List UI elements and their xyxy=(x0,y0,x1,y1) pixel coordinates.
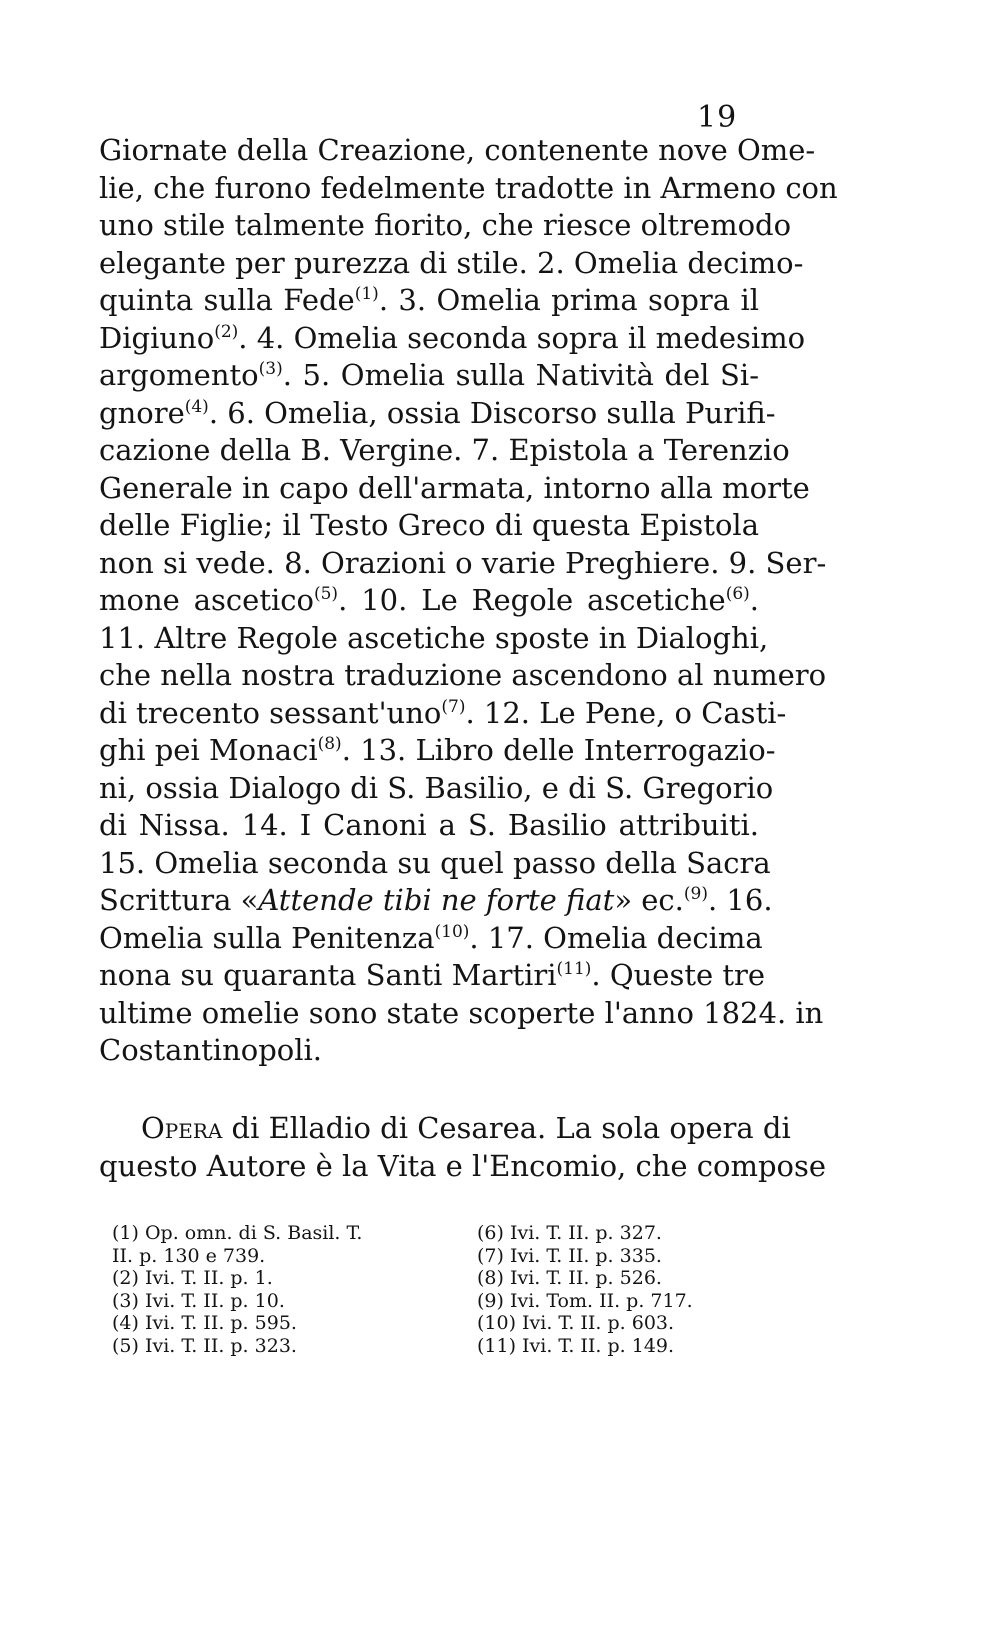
text-line xyxy=(99,432,790,470)
footnote-ref: (6) xyxy=(725,584,750,604)
text-segment: che nella nostra traduzione ascendono al numero xyxy=(99,658,827,692)
text-line xyxy=(99,845,771,883)
text-segment: ni, ossia Dialogo di S. Basilio, e di S. Gregorio xyxy=(99,770,774,805)
footnote-ref: (10) xyxy=(434,921,470,942)
page-number: 19 xyxy=(697,100,738,135)
text-line xyxy=(99,995,824,1033)
footnote-ref: (9) xyxy=(683,884,708,904)
text-segment: nona su quaranta Santi Martiri xyxy=(99,958,557,992)
text-segment: . 5. Omelia sulla Natività del Si- xyxy=(282,358,759,392)
text-line xyxy=(99,545,827,583)
footnote-ref: (8) xyxy=(317,734,342,754)
text-segment: . 17. Omelia decima xyxy=(469,920,763,955)
text-segment: . 3. Omelia prima sopra il xyxy=(378,283,759,317)
footnote-ref: (7) xyxy=(441,696,466,717)
text-line xyxy=(99,132,816,170)
text-segment: Scrittura « xyxy=(99,883,259,917)
paragraph-2-line-1 xyxy=(99,1108,791,1146)
paragraph-2-line-1-text: di Elladio di Cesarea. La sola opera di xyxy=(222,1111,791,1145)
text-segment: . 13. Libro delle Interrogazio- xyxy=(341,733,776,767)
text-segment: Giornate della Creazione, contenente nove Ome- xyxy=(99,133,816,167)
text-line xyxy=(99,282,759,320)
text-segment: di Nissa. 14. I Canoni a S. Basilio attribuiti. xyxy=(99,808,759,842)
footnote-line: (11) Ivi. T. II. p. 149. xyxy=(477,1334,675,1357)
text-segment: » ec. xyxy=(614,883,684,917)
footnote-ref: (2) xyxy=(214,321,239,342)
text-segment: Omelia sulla Penitenza xyxy=(99,920,435,955)
footnote-line: (8) Ivi. T. II. p. 526. xyxy=(477,1267,662,1289)
footnote-line: (4) Ivi. T. II. p. 595. xyxy=(112,1312,297,1334)
footnotes-left-column xyxy=(112,1222,442,1357)
text-segment: . xyxy=(749,583,759,617)
text-segment: non si vede. 8. Orazioni o varie Preghiere. 9. Ser- xyxy=(99,545,827,580)
text-line xyxy=(99,207,792,245)
footnote-line: (9) Ivi. Tom. II. p. 717. xyxy=(477,1289,693,1312)
text-segment: di trecento sessant'uno xyxy=(99,695,442,730)
text-segment: lie, che furono fedelmente tradotte in Armeno con xyxy=(99,170,838,205)
text-segment: elegante per purezza di stile. 2. Omelia decimo- xyxy=(99,245,804,280)
text-segment: . 16. xyxy=(708,883,773,917)
text-segment: . 6. Omelia, ossia Discorso sulla Purifi- xyxy=(208,395,776,430)
latin-quote: Attende tibi ne forte fiat xyxy=(258,883,615,917)
footnote-line: (7) Ivi. T. II. p. 335. xyxy=(477,1244,662,1267)
text-line xyxy=(99,807,759,845)
footnote-line: (6) Ivi. T. II. p. 327. xyxy=(477,1222,662,1244)
text-segment: argomento xyxy=(99,358,259,392)
text-line xyxy=(99,507,759,545)
footnote-ref: (11) xyxy=(556,959,592,979)
text-segment: ghi pei Monaci xyxy=(99,733,318,767)
text-line xyxy=(99,582,759,620)
text-segment: delle Figlie; il Testo Greco di questa Epistola xyxy=(99,508,759,542)
section-heading-opera: Opera xyxy=(141,1111,223,1145)
text-segment: mone ascetico xyxy=(99,583,314,617)
footnote-ref: (4) xyxy=(184,396,209,417)
text-line xyxy=(99,245,804,283)
text-line xyxy=(99,395,776,433)
text-segment: quinta sulla Fede xyxy=(99,283,355,317)
text-segment: gnore xyxy=(99,395,185,430)
text-line xyxy=(99,657,827,695)
text-segment: 15. Omelia seconda su quel passo della Sacra xyxy=(99,845,771,880)
text-line xyxy=(99,770,774,808)
footnote-ref: (3) xyxy=(258,359,283,379)
text-line xyxy=(99,882,773,920)
text-segment: . 12. Le Pene, o Casti- xyxy=(465,695,787,730)
text-line xyxy=(99,1032,759,1070)
footnote-line: (10) Ivi. T. II. p. 603. xyxy=(477,1312,675,1334)
text-segment: uno stile talmente fiorito, che riesce oltremodo xyxy=(99,208,792,242)
text-line xyxy=(99,957,766,995)
text-segment: ultime omelie sono state scoperte l'anno 1824. in xyxy=(99,995,824,1030)
text-line xyxy=(99,357,759,395)
text-line xyxy=(99,732,776,770)
text-line xyxy=(99,170,838,208)
paragraph-2-line-2: questo Autore è la Vita e l'Encomio, che compose xyxy=(99,1148,827,1183)
text-line xyxy=(99,320,806,358)
footnote-line: (5) Ivi. T. II. p. 323. xyxy=(112,1334,297,1357)
footnote-line: II. p. 130 e 739. xyxy=(112,1244,266,1267)
text-segment: Generale in capo dell'armata, intorno alla morte xyxy=(99,470,810,505)
text-segment: Digiuno xyxy=(99,320,215,355)
text-segment: . 10. Le Regole ascetiche xyxy=(338,583,726,617)
footnote-line: (2) Ivi. T. II. p. 1. xyxy=(112,1267,273,1289)
text-segment: . Queste tre xyxy=(591,958,766,992)
footnote-ref: (1) xyxy=(354,284,379,304)
body-paragraph-2 xyxy=(99,1108,827,1183)
text-line xyxy=(99,695,787,733)
text-line xyxy=(99,620,769,658)
body-paragraph-1 xyxy=(99,132,838,1070)
text-segment: . 4. Omelia seconda sopra il medesimo xyxy=(238,320,806,355)
footnote-line: (1) Op. omn. di S. Basil. T. xyxy=(112,1222,363,1244)
text-segment: Costantinopoli. xyxy=(99,1033,323,1067)
text-segment: cazione della B. Vergine. 7. Epistola a Terenzio xyxy=(99,433,790,467)
footnote-ref: (5) xyxy=(313,584,339,604)
footnote-line: (3) Ivi. T. II. p. 10. xyxy=(112,1289,285,1312)
text-line xyxy=(99,920,763,958)
text-segment: 11. Altre Regole ascetiche sposte in Dialoghi, xyxy=(99,620,769,655)
text-line xyxy=(99,470,810,508)
footnotes-right-column xyxy=(477,1222,767,1357)
